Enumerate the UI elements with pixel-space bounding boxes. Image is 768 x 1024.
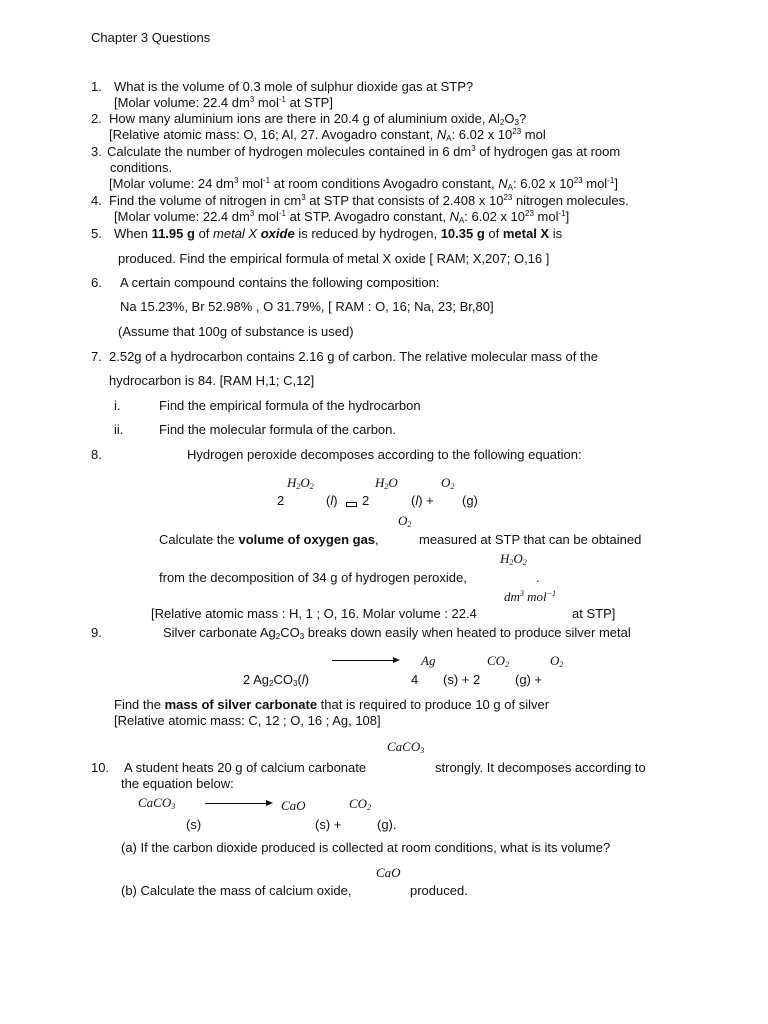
q5-number: 5. — [91, 226, 102, 241]
q8-coefficient-2: 2 — [362, 493, 370, 508]
q10-formula-caco3: CaCO$_3$ — [387, 739, 425, 755]
q8-state-3: (g) — [462, 493, 478, 508]
q3-number: 3. — [91, 144, 102, 159]
q9-coefficient-4: 4 — [411, 672, 419, 687]
q10-part-b: (b) Calculate the mass of calcium oxide, — [121, 883, 352, 898]
q10-formula-co2: $CO_2$ — [349, 796, 372, 812]
q4-note: [Molar volume: 22.4 $dm^3$ mol$^{-1}$ at STP. Avogadro constant, $N_A$: 6.02 x $10^{23}$ mol$^{-1}$] — [114, 209, 570, 225]
q10-part-b-end: produced. — [410, 883, 468, 898]
q9-text: Silver carbonate $Ag_2CO_3$ breaks down easily when heated to produce silver metal — [163, 625, 631, 641]
q8-state-1: (l) — [326, 493, 338, 508]
q9-formula-o2: $O_2$ — [550, 653, 564, 669]
q7-part-ii-number: ii. — [114, 422, 124, 437]
q8-formula-o2-inline: $O_2$ — [398, 513, 412, 529]
q7-text-line2: hydrocarbon is 84. [RAM H,1; C,12] — [109, 373, 315, 388]
q3-text: Calculate the number of hydrogen molecules contained in 6 $dm^3$ of hydrogen gas at room — [107, 144, 621, 159]
q6-assumption: (Assume that 100g of substance is used) — [118, 324, 354, 339]
q1-text: What is the volume of 0.3 mole of sulphur dioxide gas at STP? — [114, 79, 474, 94]
q8-equals-sign — [346, 502, 357, 507]
q10-text-2: strongly. It decomposes according to — [435, 760, 646, 775]
q8-formula-h2o2-inline: $H_2O_2$ — [500, 551, 527, 567]
q4-number: 4. — [91, 193, 102, 208]
q5-text-line2: produced. Find the empirical formula of metal X oxide [ RAM; X,207; O,16 ] — [118, 251, 550, 266]
q8-calculate-text: Calculate the volume of oxygen gas, — [159, 532, 379, 547]
page-title: Chapter 3 Questions — [91, 30, 211, 45]
q8-period: . — [536, 570, 540, 585]
q7-part-i-text: Find the empirical formula of the hydrocarbon — [159, 398, 421, 413]
q8-calculate-text-2: measured at STP that can be obtained — [419, 532, 642, 547]
q2-note: [Relative atomic mass: O, 16; Al, 27. Avogadro constant, $N_A$: 6.02 x $10^{23}$ mol — [109, 127, 546, 143]
q9-ram-note: [Relative atomic mass: C, 12 ; O, 16 ; Ag, 108] — [114, 713, 381, 728]
q3-note: [Molar volume: 24 $dm^3$ mol$^{-1}$ at room conditions Avogadro constant, $N_A$: 6.02 x $10^{23}$ mol$^{-1}$] — [109, 176, 618, 192]
q10-reaction-arrow — [205, 803, 271, 804]
q10-formula-cao-inline: CaO — [376, 865, 401, 880]
q5-text: When 11.95 g of metal X oxide is reduced by hydrogen, 10.35 g of metal X is — [114, 226, 563, 241]
q8-unit-dm3mol: $dm^3$ mol$^{-1}$ — [504, 589, 557, 604]
q6-composition: Na 15.23%, Br 52.98% , O 31.79%, [ RAM : O, 16; Na, 23; Br,80] — [120, 299, 494, 314]
q8-ram-note: [Relative atomic mass : H, 1 ; O, 16. Molar volume : 22.4 — [151, 606, 477, 621]
q9-equation-middle: (s) + 2 — [443, 672, 481, 687]
q8-formula-h2o2: $H_2O_2$ — [287, 475, 314, 491]
q10-formula-caco3-eq: CaCO$_3$ — [138, 795, 176, 811]
q8-ram-note-end: at STP] — [572, 606, 616, 621]
q8-formula-o2: $O_2$ — [441, 475, 455, 491]
q6-text: A certain compound contains the following composition: — [120, 275, 440, 290]
q10-text: A student heats 20 g of calcium carbonate — [124, 760, 367, 775]
q2-text: How many aluminium ions are there in 20.4 g of aluminium oxide, $Al_2O_3$? — [109, 111, 527, 127]
q7-part-i-number: i. — [114, 398, 121, 413]
q2-number: 2. — [91, 111, 102, 126]
q9-formula-ag: Ag — [421, 653, 436, 668]
q10-part-a: (a) If the carbon dioxide produced is collected at room conditions, what is its volume? — [121, 840, 611, 855]
q1-number: 1. — [91, 79, 102, 94]
q8-number: 8. — [91, 447, 102, 462]
q8-text: Hydrogen peroxide decomposes according to the following equation: — [187, 447, 582, 462]
q8-state-2: (l) + — [411, 493, 434, 508]
q10-state-middle: (s) + — [315, 817, 342, 832]
q7-text: 2.52g of a hydrocarbon contains 2.16 g of carbon. The relative molecular mass of the — [109, 349, 598, 364]
q10-number: 10. — [91, 760, 110, 775]
q10-text-line2: the equation below: — [121, 776, 234, 791]
q10-formula-cao: CaO — [281, 798, 306, 813]
q8-from-text: from the decomposition of 34 g of hydrogen peroxide, — [159, 570, 467, 585]
q4-text: Find the volume of nitrogen in $cm^3$ at STP that consists of 2.408 x $10^{23}$ nitrogen molecules. — [109, 193, 629, 208]
q9-equation-reactant: 2 $Ag_2CO_3(l)$ — [243, 672, 310, 688]
q3-text-line2: conditions. — [110, 160, 173, 175]
q1-note: [Molar volume: 22.4 $dm^3$ mol$^{-1}$ at STP] — [114, 95, 333, 110]
q9-find-text: Find the mass of silver carbonate that is required to produce 10 g of silver — [114, 697, 550, 712]
q9-equation-end: (g) + — [515, 672, 543, 687]
q6-number: 6. — [91, 275, 102, 290]
q10-state-s: (s) — [186, 817, 202, 832]
q9-number: 9. — [91, 625, 102, 640]
q7-number: 7. — [91, 349, 102, 364]
q9-reaction-arrow — [332, 660, 398, 661]
q10-state-g: (g). — [377, 817, 397, 832]
q8-formula-h2o: $H_2O$ — [375, 475, 398, 491]
q8-coefficient-1: 2 — [277, 493, 285, 508]
q9-formula-co2: $CO_2$ — [487, 653, 510, 669]
q7-part-ii-text: Find the molecular formula of the carbon. — [159, 422, 397, 437]
